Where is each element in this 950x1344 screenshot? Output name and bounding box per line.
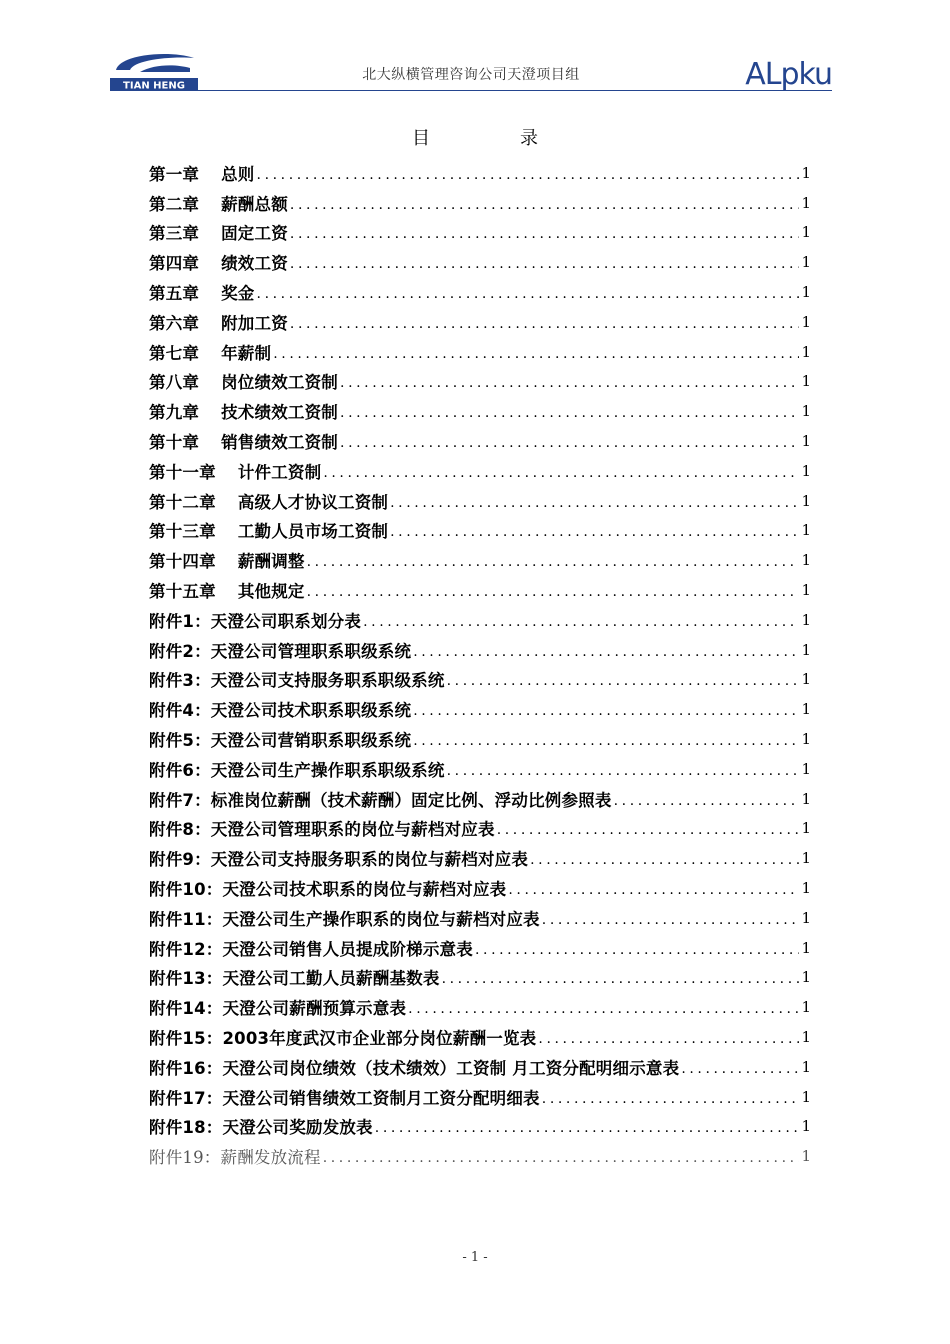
page-number: 1: [801, 968, 811, 987]
appendix-title: 附件2：天澄公司管理职系职级系统: [149, 641, 412, 661]
page-number: 1: [801, 700, 811, 719]
appendix-title: 附件5：天澄公司营销职系职级系统: [149, 731, 412, 751]
appendix-title: 附件1：天澄公司职系划分表: [149, 611, 362, 631]
chapter-number: 第十三章: [149, 522, 216, 542]
page-number: 1: [801, 670, 811, 689]
page-number: 1: [801, 789, 811, 808]
chapter-number: 第六章: [149, 313, 200, 333]
appendix-title: 附件14：天澄公司薪酬预算示意表: [149, 999, 407, 1019]
toc-entry[interactable]: [149, 545, 811, 575]
leader-dots: [475, 943, 799, 957]
leader-dots: [413, 704, 799, 718]
leader-dots: [497, 823, 799, 837]
toc-entry[interactable]: [149, 575, 811, 605]
toc-entry[interactable]: [149, 367, 811, 397]
toc-entry[interactable]: [149, 337, 811, 367]
appendix-title: 附件13：天澄公司工勤人员薪酬基数表: [149, 969, 440, 989]
page-number: 1: [801, 342, 811, 361]
toc-title: [0, 124, 950, 150]
appendix-title: 附件12：天澄公司销售人员提成阶梯示意表: [149, 939, 473, 959]
page-footer-number: - 1 -: [462, 1250, 488, 1265]
toc-appendix-entry[interactable]: [149, 843, 811, 873]
appendix-title: 附件9：天澄公司支持服务职系的岗位与薪档对应表: [149, 850, 529, 870]
chapter-title: 销售绩效工资制: [221, 433, 339, 453]
chapter-title: 技术绩效工资制: [221, 403, 339, 423]
leader-dots: [257, 168, 799, 182]
leader-dots: [340, 436, 799, 450]
chapter-title: 高级人才协议工资制: [237, 492, 389, 512]
leader-dots: [340, 406, 799, 420]
chapter-title: 奖金: [221, 284, 255, 304]
leader-dots: [307, 585, 799, 599]
appendix-title: 附件19：薪酬发放流程: [149, 1148, 321, 1168]
chapter-number: 第四章: [149, 254, 200, 274]
page-number: 1: [801, 908, 811, 927]
toc-appendix-entry[interactable]: [149, 963, 811, 993]
leader-dots: [614, 794, 799, 808]
leader-dots: [323, 1151, 799, 1165]
page-number: 1: [801, 223, 811, 242]
page-number: 1: [801, 581, 811, 600]
leader-dots: [257, 287, 799, 301]
leader-dots: [681, 1062, 799, 1076]
toc-appendix-entry[interactable]: [149, 635, 811, 665]
chapter-title: 年薪制: [221, 343, 272, 363]
toc-appendix-entry[interactable]: [149, 724, 811, 754]
toc-entry[interactable]: [149, 426, 811, 456]
page-number: 1: [801, 1117, 811, 1136]
leader-dots: [408, 1002, 799, 1016]
leader-dots: [542, 913, 799, 927]
toc-appendix-entry[interactable]: [149, 933, 811, 963]
page-number: 1: [801, 491, 811, 510]
alpku-logo: ALpku: [745, 57, 832, 92]
page-number: 1: [801, 253, 811, 272]
chapter-title: 薪酬调整: [237, 552, 305, 572]
leader-dots: [375, 1121, 799, 1135]
chapter-number: 第十一章: [149, 462, 216, 482]
toc-entry[interactable]: [149, 218, 811, 248]
page-number: 1: [801, 372, 811, 391]
toc-entry[interactable]: [149, 188, 811, 218]
appendix-title: 附件4：天澄公司技术职系职级系统: [149, 701, 412, 721]
page-number: 1: [801, 193, 811, 212]
page-number: 1: [801, 1087, 811, 1106]
chapter-title: 绩效工资: [221, 254, 288, 274]
page-number: 1: [801, 402, 811, 421]
chapter-number: 第二章: [149, 194, 200, 214]
toc-entry[interactable]: [149, 486, 811, 516]
page-number: 1: [801, 759, 811, 778]
chapter-title: 总则: [221, 164, 255, 184]
leader-dots: [390, 496, 799, 510]
page-number: 1: [801, 461, 811, 480]
toc-entry[interactable]: [149, 516, 811, 546]
toc-appendix-entry[interactable]: [149, 605, 811, 635]
leader-dots: [530, 853, 799, 867]
chapter-number: 第一章: [149, 164, 200, 184]
page-number: 1: [801, 879, 811, 898]
chapter-title: 附加工资: [221, 313, 288, 333]
leader-dots: [447, 674, 799, 688]
leader-dots: [442, 972, 799, 986]
appendix-title: 附件8：天澄公司管理职系的岗位与薪档对应表: [149, 820, 495, 840]
toc-appendix-entry[interactable]: [149, 873, 811, 903]
leader-dots: [538, 1032, 799, 1046]
page-number: 1: [801, 312, 811, 331]
toc-appendix-entry[interactable]: [149, 694, 811, 724]
page-number: 1: [801, 730, 811, 749]
page-number: 1: [801, 283, 811, 302]
chapter-title: 薪酬总额: [221, 194, 288, 214]
chapter-number: 第七章: [149, 343, 200, 363]
toc-title-char-2: 录: [520, 128, 538, 149]
toc-entry[interactable]: [149, 396, 811, 426]
chapter-number: 第十二章: [149, 492, 216, 512]
header-divider: [110, 90, 832, 91]
chapter-title: 工勤人员市场工资制: [237, 522, 389, 542]
page-number: 1: [801, 1028, 811, 1046]
toc-appendix-entry[interactable]: [149, 992, 811, 1022]
chapter-number: 第十四章: [149, 552, 216, 572]
chapter-title: 固定工资: [221, 224, 288, 244]
page-number: 1: [801, 640, 811, 659]
leader-dots: [542, 1092, 799, 1106]
leader-dots: [363, 615, 799, 629]
toc-appendix-entry[interactable]: [149, 1052, 811, 1082]
toc-entry[interactable]: [149, 247, 811, 277]
toc-appendix-entry[interactable]: [149, 814, 811, 844]
leader-dots: [290, 198, 799, 212]
leader-dots: [447, 764, 799, 778]
appendix-title: 附件7：标准岗位薪酬（技术薪酬）固定比例、浮动比例参照表: [149, 790, 612, 810]
toc-title-char-1: 目: [412, 128, 430, 149]
chapter-number: 第三章: [149, 224, 200, 244]
toc-entry[interactable]: [149, 277, 811, 307]
leader-dots: [290, 317, 799, 331]
leader-dots: [323, 466, 799, 480]
chapter-title: 计件工资制: [237, 462, 322, 482]
toc-appendix-entry[interactable]: [149, 1082, 811, 1112]
appendix-title: 附件10：天澄公司技术职系的岗位与薪档对应表: [149, 880, 507, 900]
toc-appendix-entry[interactable]: [149, 1112, 811, 1142]
chapter-number: 第五章: [149, 284, 200, 304]
leader-dots: [413, 645, 799, 659]
appendix-title: 附件17：天澄公司销售绩效工资制月工资分配明细表: [149, 1088, 540, 1108]
page-number: 1: [801, 938, 811, 957]
chapter-title: 岗位绩效工资制: [221, 373, 339, 393]
toc-appendix-entry[interactable]: [149, 754, 811, 784]
chapter-title: 其他规定: [237, 582, 305, 602]
page-number: 1: [801, 163, 811, 182]
leader-dots: [413, 734, 799, 748]
toc-entry[interactable]: [149, 158, 811, 188]
table-of-contents: [149, 158, 811, 1171]
leader-dots: [508, 883, 799, 897]
page-number: 1: [801, 1147, 811, 1166]
chapter-number: 第八章: [149, 373, 200, 393]
appendix-title: 附件15：2003年度武汉市企业部分岗位薪酬一览表: [149, 1029, 537, 1048]
toc-appendix-entry[interactable]: [149, 1022, 811, 1052]
page-number: 1: [801, 432, 811, 451]
leader-dots: [307, 555, 799, 569]
page-number: 1: [801, 849, 811, 868]
page-number: 1: [801, 610, 811, 629]
chapter-number: 第十章: [149, 433, 200, 453]
page-number: 1: [801, 1057, 811, 1076]
page-number: 1: [801, 551, 811, 570]
leader-dots: [290, 257, 799, 271]
page-header: [110, 40, 832, 96]
toc-appendix-entry[interactable]: [149, 784, 811, 814]
chapter-number: 第九章: [149, 403, 200, 423]
page-number: 1: [801, 521, 811, 540]
tianheng-logo-text: TIAN HENG: [123, 80, 185, 92]
leader-dots: [340, 376, 799, 390]
toc-appendix-entry[interactable]: [149, 665, 811, 695]
page-number: 1: [801, 998, 811, 1017]
toc-appendix-entry[interactable]: [149, 903, 811, 933]
appendix-title: 附件6：天澄公司生产操作职系职级系统: [149, 760, 445, 780]
leader-dots: [290, 227, 799, 241]
leader-dots: [390, 525, 799, 539]
chapter-number: 第十五章: [149, 582, 216, 602]
toc-appendix-entry[interactable]: [149, 1141, 811, 1171]
appendix-title: 附件11：天澄公司生产操作职系的岗位与薪档对应表: [149, 909, 540, 929]
page-number: 1: [801, 819, 811, 838]
toc-entry[interactable]: [149, 456, 811, 486]
appendix-title: 附件16：天澄公司岗位绩效（技术绩效）工资制 月工资分配明细示意表: [149, 1058, 680, 1078]
header-title: 北大纵横管理咨询公司天澄项目组: [362, 67, 580, 83]
toc-entry[interactable]: [149, 307, 811, 337]
appendix-title: 附件3：天澄公司支持服务职系职级系统: [149, 671, 445, 691]
appendix-title: 附件18：天澄公司奖励发放表: [149, 1118, 373, 1138]
leader-dots: [273, 347, 799, 361]
